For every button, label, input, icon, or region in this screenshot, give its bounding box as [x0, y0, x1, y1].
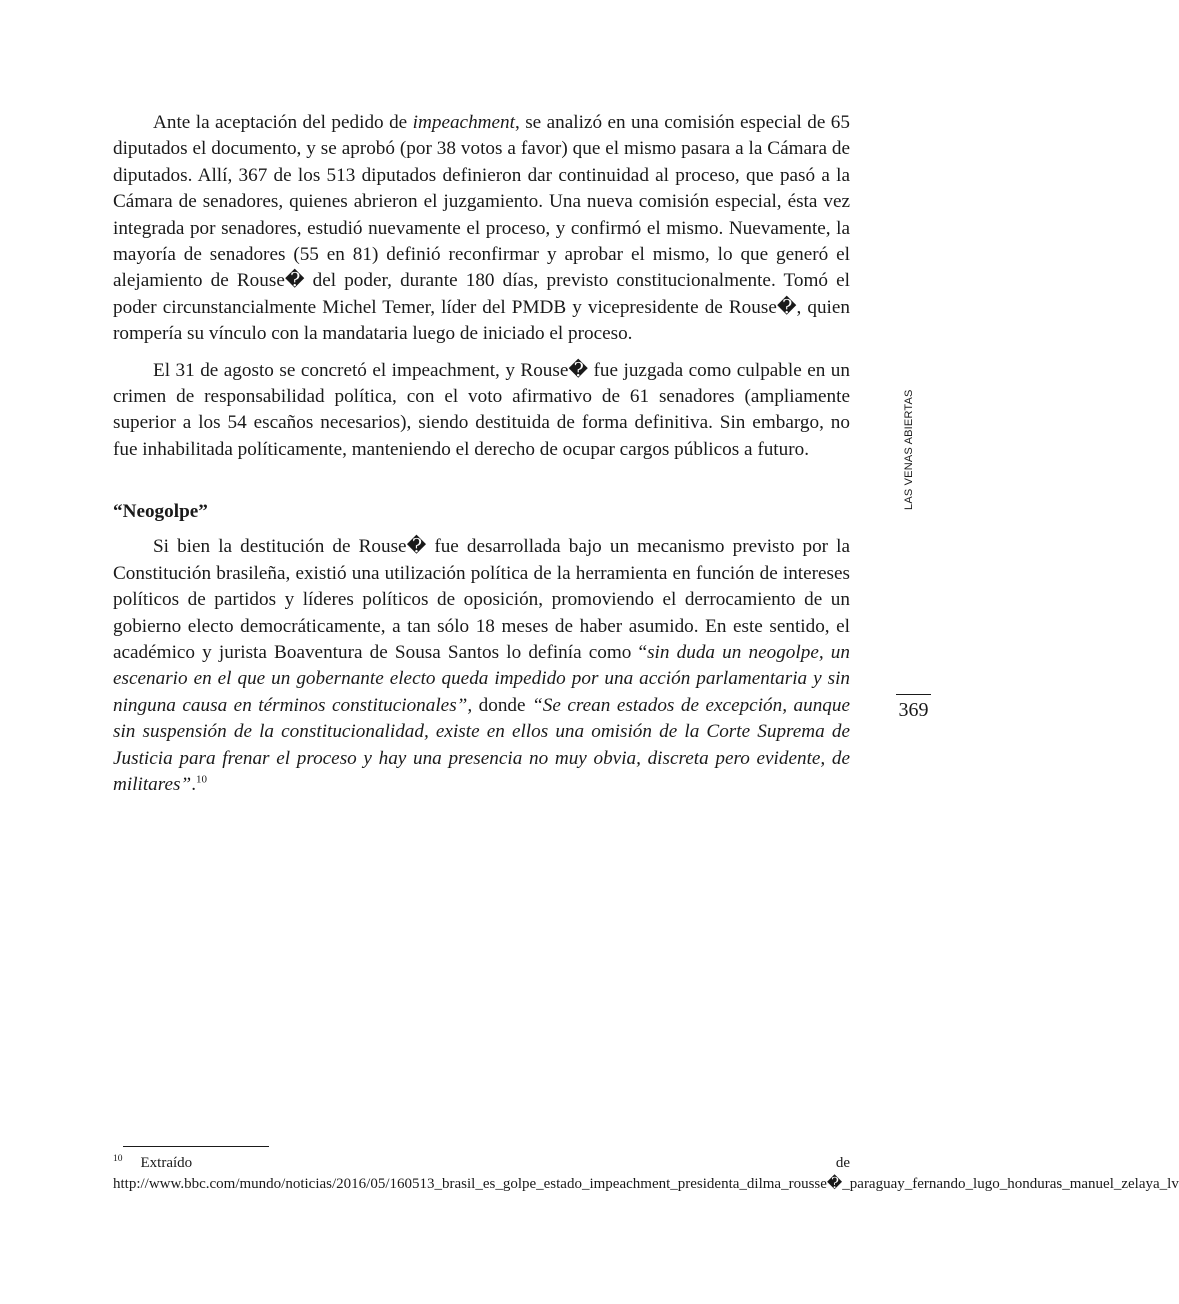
page-number-rule: [896, 694, 931, 695]
section-heading: “Neogolpe”: [113, 501, 208, 523]
footnote-text: Extraído de http://www.bbc.com/mundo/noticias/2016/05/160513_brasil_es_golpe_estado_impeachment_presidenta_dilma_rousse�_paraguay_fernando_lugo_honduras_manuel_zelaya_lv: [113, 1155, 1179, 1192]
paragraph-text: donde: [472, 694, 533, 716]
paragraph-neogolpe: [113, 534, 850, 798]
footnote: [113, 1153, 1179, 1195]
paragraph-text: , se analizó en una comisión especial de 65 diputados el documento, y se aprobó (por 38 votos a favor) que el mismo pasara a la Cámara de diputados. Allí, 367 de los 513 diputados definieron dar continuidad al proceso, que pasó a la Cámara de senadores, quienes abrieron el juzgamiento. Una nueva comisión especial, ésta vez integrada por senadores, estudió nuevamente el proceso, y confirmó el mismo. Nuevamente, la mayoría de senadores (55 en 81) definió reconfirmar y aprobar el mismo, lo que generó el alejamiento de Rouse� del poder, durante 180 días, previsto constitucionalmente. Tomó el poder circunstancialmente Michel Temer, líder del PMDB y vicepresidente de Rouse�, quien rompería su vínculo con la mandataria luego de iniciado el proceso.: [113, 112, 850, 345]
paragraph-impeachment-process: [113, 110, 850, 348]
page-number: 369: [898, 699, 929, 721]
footnote-reference: 10: [195, 773, 207, 786]
footnote-separator: [123, 1146, 269, 1147]
paragraph-august-31: El 31 de agosto se concretó el impeachment, y Rouse� fue juzgada como culpable en un crimen de responsabilidad política, con el voto afirmativo de 61 senadores (ampliamente superior a los 54 escaños necesarios), siendo destituida de forma definitiva. Sin embargo, no fue inhabilitada políticamente, manteniendo el derecho de ocupar cargos públicos a futuro.: [113, 359, 850, 460]
italic-quote: sin duda un neogolpe, un escenario en el que un gobernante electo queda impedido por una acción parlamentaria y sin ninguna causa en términos constitucionales”,: [113, 641, 850, 716]
italic-quote: “Se crean estados de excepción, aunque sin suspensión de la constitucionalidad, existe en ellos una omisión de la Corte Suprema de Justicia para frenar el proceso y hay una presencia no muy obvia, discreta pero evidente, de militares”: [113, 694, 851, 795]
paragraph-text: Si bien la destitución de Rouse� fue desarrollada bajo un mecanismo previsto por la Constitución brasileña, existió una utilización política de la herramienta en función de intereses políticos de partidos y líderes políticos de oposición, promoviendo el derrocamiento de un gobierno electo democráticamente, a tan sólo 18 meses de haber asumido. En este sentido, el académico y jurista Boaventura de Sousa Santos lo definía como “: [113, 536, 850, 663]
italic-term: impeachment: [412, 112, 515, 133]
main-text: [113, 110, 850, 798]
paragraph-text: Ante la aceptación del pedido de: [153, 112, 413, 133]
running-header-vertical: LAS VENAS ABIERTAS: [903, 389, 915, 510]
paragraph-text: .: [191, 773, 196, 795]
footnote-number: 10: [113, 1154, 123, 1164]
